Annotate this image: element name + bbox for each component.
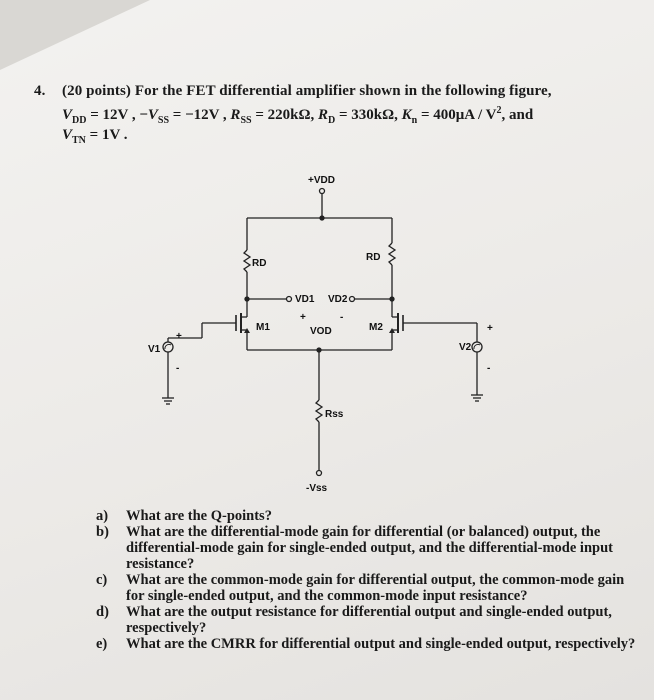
v1-label: V1: [148, 344, 161, 355]
vdd-sub: DD: [72, 115, 87, 126]
rss-symbol: R: [230, 107, 241, 123]
question-e: [96, 636, 636, 652]
kn-symbol: K: [401, 107, 412, 123]
v2-label: V2: [459, 342, 472, 353]
question-a: [96, 508, 636, 524]
vod-minus: -: [340, 312, 344, 323]
rd-left-resistor: [244, 250, 250, 272]
question-a-text: What are the Q-points?: [126, 508, 272, 524]
question-c-tag: c): [96, 572, 108, 588]
problem-intro: (20 points) For the FET differential amplifier shown in the following figure,: [62, 83, 552, 99]
vdd-symbol: V: [62, 107, 73, 123]
rd-right-label: RD: [366, 252, 381, 263]
question-d: [96, 604, 636, 636]
vtn-value: = 1V .: [85, 127, 128, 143]
question-b: [96, 524, 636, 572]
vd2-terminal: [350, 297, 355, 302]
question-c: [96, 572, 636, 604]
v2-plus: +: [487, 323, 493, 334]
rd-right-resistor: [389, 243, 395, 265]
vtn-symbol: V: [62, 127, 73, 143]
v2-source: [472, 342, 482, 352]
rd-sub: D: [327, 115, 336, 126]
question-d-tag: d): [96, 604, 109, 620]
question-b-text: What are the differential-mode gain for differential (or balanced) output, the differential-mode gain for single-ended output, and the differential-mode input resistance?: [126, 524, 613, 572]
vdd-label: +VDD: [308, 175, 335, 186]
kn-sub: n: [411, 115, 418, 126]
rd-symbol: R: [317, 107, 328, 123]
question-e-text: What are the CMRR for differential output and single-ended output, respectively?: [126, 636, 636, 652]
v2-minus: -: [487, 363, 491, 374]
v1-source: [163, 342, 173, 352]
vss-label: -Vss: [306, 483, 328, 494]
kn-exponent: 2: [496, 105, 502, 116]
vd2-label: VD2: [328, 294, 348, 305]
v1-plus: +: [176, 331, 182, 342]
vtn-sub: TN: [72, 135, 86, 146]
vdd-value: = 12V , −: [86, 107, 148, 123]
vd1-terminal: [287, 297, 292, 302]
kn-end: , and: [501, 107, 534, 123]
vss-symbol: V: [147, 107, 158, 123]
rss-sub: SS: [240, 115, 252, 126]
rd-left-label: RD: [252, 258, 267, 269]
problem-number: 4.: [34, 83, 46, 99]
rss-value: = 220kΩ,: [251, 107, 318, 123]
m1-label: M1: [256, 322, 270, 333]
m2-label: M2: [369, 322, 383, 333]
question-a-tag: a): [96, 508, 109, 524]
vd1-label: VD1: [295, 294, 315, 305]
question-b-tag: b): [96, 524, 109, 540]
question-e-tag: e): [96, 636, 108, 652]
rd-value: = 330kΩ,: [335, 107, 402, 123]
rss-resistor: [316, 400, 322, 422]
vss-terminal: [317, 471, 322, 476]
v1-minus: -: [176, 363, 180, 374]
kn-value: = 400μA / V: [417, 107, 497, 123]
vss-value: = −12V ,: [169, 107, 231, 123]
vss-sub: SS: [157, 115, 170, 126]
vdd-terminal: [320, 189, 325, 194]
rss-label: Rss: [325, 409, 344, 420]
question-list: [96, 508, 636, 652]
question-d-text: What are the output resistance for differential output and single-ended output, respectively?: [126, 604, 612, 636]
question-c-text: What are the common-mode gain for differential output, the common-mode gain for single-ended output, and the common-mode input resistance?: [126, 572, 625, 604]
vod-plus: +: [300, 312, 306, 323]
vod-label: VOD: [310, 326, 332, 337]
